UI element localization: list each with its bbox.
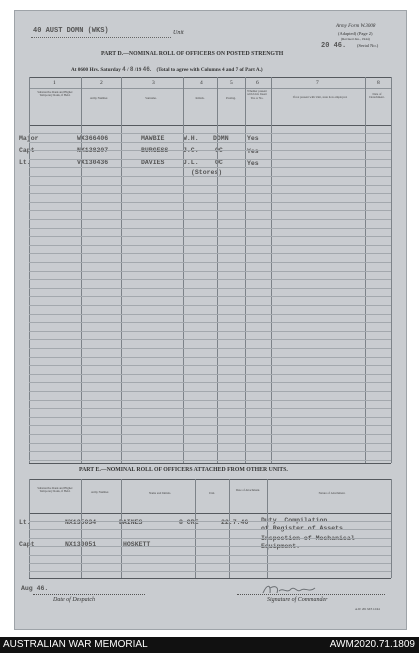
part-d-row-rule xyxy=(29,245,391,246)
part-d-row-rule xyxy=(29,391,391,392)
part-d-row-rule xyxy=(29,374,391,375)
part-e-row-rule xyxy=(29,538,391,539)
part-d-row-rule xyxy=(29,253,391,254)
part-d-row-rule xyxy=(29,460,391,461)
date-suffix: (Total to agree with Columns 4 and 7 of Part A.) xyxy=(156,67,263,73)
part-d-header-rule xyxy=(29,125,391,126)
part-d-column-rule xyxy=(365,77,366,463)
e-row1-rank: Lt. xyxy=(19,519,31,526)
col-num-7: 7 xyxy=(316,80,319,86)
part-d-row-rule xyxy=(29,271,391,272)
part-d-row-rule xyxy=(29,425,391,426)
part-d-row-rule xyxy=(29,288,391,289)
part-d-row-rule xyxy=(29,339,391,340)
part-d-row-rule xyxy=(29,228,391,229)
col-num-6: 6 xyxy=(256,80,259,86)
d-row1-posting: DOMN xyxy=(213,135,229,142)
part-d-row-rule xyxy=(29,219,391,220)
part-d-row-rule xyxy=(29,296,391,297)
unit-underline xyxy=(31,37,171,38)
part-d-row-rule xyxy=(29,193,391,194)
e-row1-nature-2: of Register of Assets. xyxy=(261,525,347,532)
part-d-row-rule xyxy=(29,322,391,323)
part-d-row-rule xyxy=(29,150,391,151)
part-e-top-rule xyxy=(29,479,391,480)
d-note-stores: (Stores) xyxy=(191,169,223,176)
e-row2-rank: Capt xyxy=(19,541,35,548)
despatch-label: Date of Despatch xyxy=(53,597,95,603)
part-d-row-rule xyxy=(29,451,391,452)
e-header-rank: Substantive Rank and Higher Temporary Rank, if Held. xyxy=(37,486,73,494)
e-header-date: Date of Attachment. xyxy=(235,488,261,492)
e-row2-number: NX130051 xyxy=(65,541,97,548)
e-row1-nature-1: Duty. Compilation xyxy=(261,517,328,524)
at-text: At 0600 Hrs. Saturday xyxy=(71,67,121,73)
d-row2-present: Yes xyxy=(247,148,259,155)
part-d-row-rule xyxy=(29,305,391,306)
archive-footer xyxy=(0,637,419,653)
part-d-row-rule xyxy=(29,279,391,280)
part-d-row-rule xyxy=(29,176,391,177)
d-row3-present: Yes xyxy=(247,160,259,167)
e-row1-date: 22.7.46 xyxy=(221,519,249,526)
e-row2-nature-2: Equipment. xyxy=(261,543,301,550)
col-num-5: 5 xyxy=(230,80,233,86)
e-header-name: Name and Initials. xyxy=(148,491,172,495)
col-header-army-number: Army Number. xyxy=(89,96,109,100)
part-d-column-rule xyxy=(121,77,122,463)
part-d-row-rule xyxy=(29,262,391,263)
d-row2-posting: OC xyxy=(215,147,223,154)
d-row1-present: Yes xyxy=(247,135,259,142)
signature-underline xyxy=(237,594,385,595)
e-row2-nature-1: Inspection of Mechanical xyxy=(261,535,355,542)
d-row1-rank: Major xyxy=(19,135,39,142)
part-d-row-rule xyxy=(29,236,391,237)
part-d-num-rule xyxy=(29,88,391,89)
part-d-date-line: At 0600 Hrs. Saturday 4 / 8 /19 46. (Total to agree with Columns 4 and 7 of Part A.) xyxy=(71,66,263,73)
part-d-column-rule xyxy=(391,77,392,463)
serial-typed: 20 46. xyxy=(321,42,347,50)
col-header-surname: Surname. xyxy=(145,96,157,100)
part-d-column-rule xyxy=(271,77,272,463)
part-d-row-rule xyxy=(29,434,391,435)
date-month: 8 xyxy=(129,66,134,73)
e-header-unit: Unit. xyxy=(208,491,216,495)
part-d-row-rule xyxy=(29,348,391,349)
d-row3-rank: Lt. xyxy=(19,159,31,166)
part-d-column-rule xyxy=(217,77,218,463)
d-row2-initials: J.C. xyxy=(183,147,199,154)
part-e-row-rule xyxy=(29,529,391,530)
part-d-row-rule xyxy=(29,185,391,186)
part-e-bottom-rule xyxy=(29,578,391,579)
despatch-underline xyxy=(33,594,145,595)
d-row1-initials: W.H. xyxy=(183,135,199,142)
footer-accession: AWM2020.71.1809 xyxy=(329,639,415,650)
part-d-top-rule xyxy=(29,77,391,78)
part-d-row-rule xyxy=(29,417,391,418)
col-num-2: 2 xyxy=(100,80,103,86)
col-header-rank: Substantive Rank and Higher Temporary Rank, if Held. xyxy=(37,90,73,98)
col-header-present: Whether present with Unit. Insert Yes or No. xyxy=(247,89,267,100)
e-row2-name: HOSKETT xyxy=(123,541,151,548)
d-row3-number: VX130436 xyxy=(77,159,109,166)
unit-label: Unit xyxy=(173,30,184,36)
col-num-1: 1 xyxy=(53,80,56,86)
part-e-row-rule xyxy=(29,563,391,564)
part-e-row-rule xyxy=(29,521,391,522)
e-header-nature: Nature of Attachment. xyxy=(318,491,346,495)
part-d-row-rule xyxy=(29,357,391,358)
d-row1-number: WX366406 xyxy=(77,135,109,142)
part-d-row-rule xyxy=(29,365,391,366)
unit-typed: 40 AUST DOMN (WKS) xyxy=(33,27,109,35)
e-header-army-number: Army Number. xyxy=(90,490,110,494)
part-e-header-rule xyxy=(29,513,391,514)
date-year: 46 xyxy=(142,66,150,73)
e-row1-unit: 8 CRE xyxy=(179,519,199,526)
d-row3-initials: J.L. xyxy=(183,159,199,166)
footer-institution: AUSTRALIAN WAR MEMORIAL xyxy=(3,639,148,650)
form-revised: (Revised Jan., 1944) xyxy=(341,37,370,41)
part-d-row-rule xyxy=(29,142,391,143)
col-header-initials: Initials. xyxy=(195,96,205,100)
part-e-title: PART E.—NOMINAL ROLL OF OFFICERS ATTACHED FROM OTHER UNITS. xyxy=(79,467,288,473)
d-row2-surname: BURGESS xyxy=(141,147,169,154)
d-row3-posting: OC xyxy=(215,159,223,166)
part-d-column-rule xyxy=(29,77,30,463)
part-e-row-rule xyxy=(29,571,391,572)
part-d-title: PART D.—NOMINAL ROLL OF OFFICERS ON POSTED STRENGTH xyxy=(101,51,284,57)
e-row1-name: BAINES xyxy=(119,519,143,526)
part-d-row-rule xyxy=(29,159,391,160)
signature-label: Signature of Commander xyxy=(267,597,328,603)
part-d-row-rule xyxy=(29,210,391,211)
d-row3-surname: DAVIES xyxy=(141,159,165,166)
form-sheet xyxy=(14,10,407,630)
part-d-bottom-rule xyxy=(29,463,391,464)
serial-label: (Serial No.) xyxy=(357,43,379,48)
part-e-row-rule xyxy=(29,546,391,547)
part-d-row-rule xyxy=(29,314,391,315)
d-row1-surname: MAWBIE xyxy=(141,135,165,142)
col-num-3: 3 xyxy=(152,80,155,86)
part-d-row-rule xyxy=(29,400,391,401)
form-adapted: (Adapted) (Page 2) xyxy=(338,31,373,36)
col-header-detachment: Date of Detachment. xyxy=(369,92,385,100)
form-name: Army Form W.3008 xyxy=(336,24,376,29)
part-d-row-rule xyxy=(29,443,391,444)
part-d-row-rule xyxy=(29,408,391,409)
part-d-row-rule xyxy=(29,167,391,168)
d-row2-number: NX138207 xyxy=(77,147,109,154)
col-header-posting: Posting. xyxy=(226,96,236,100)
part-d-row-rule xyxy=(29,202,391,203)
part-d-row-rule xyxy=(29,331,391,332)
part-d-column-rule xyxy=(81,77,82,463)
col-num-4: 4 xyxy=(200,80,203,86)
d-row2-rank: Capt xyxy=(19,147,35,154)
despatch-typed: Aug 46. xyxy=(21,585,49,592)
e-row1-number: NX135034 xyxy=(65,519,97,526)
part-d-row-rule xyxy=(29,133,391,134)
date-day: 4 xyxy=(122,66,126,73)
part-e-column-rule xyxy=(391,479,392,578)
part-d-row-rule xyxy=(29,382,391,383)
part-d-column-rule xyxy=(183,77,184,463)
part-e-row-rule xyxy=(29,555,391,556)
part-d-column-rule xyxy=(245,77,246,463)
printer-note: A.W. 201 M/3 12/44 xyxy=(355,607,380,611)
col-header-employed: If not present with Unit, state how employed. xyxy=(292,95,348,99)
col-num-8: 8 xyxy=(377,80,380,86)
